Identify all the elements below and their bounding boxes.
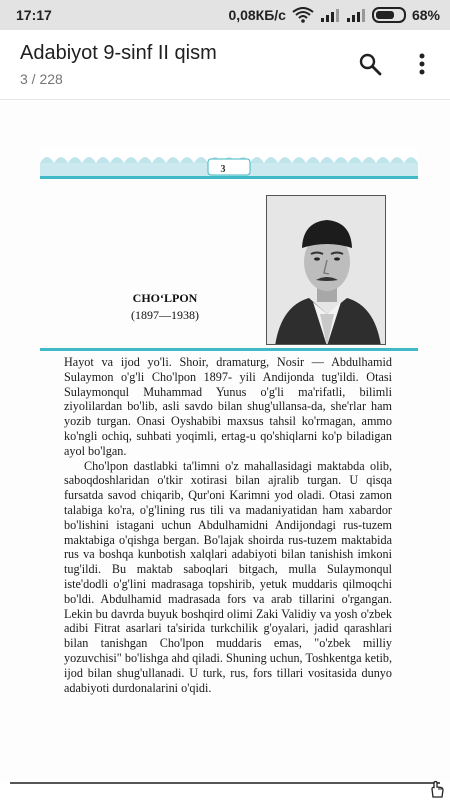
battery-percent: 68%	[411, 7, 440, 23]
app-bar	[0, 30, 450, 100]
wifi-icon	[292, 7, 314, 23]
paragraph: Cho'lpon dastlabki ta'limni o'z mahallasidagi maktabda olib, saboqdoshlaridan o'tkir xotirasi bilan ajralib turgan. U qisqa fursatda savod chiqarib, Qur'oni Karimni yod oladi. Otasi zamon talabiga ko'ra, o'g'lining rus tili va madaniyatidan ham xabardor bo'lishini istagani uchun Abdulhamidni Andijondagi rus-tuzem maktabiga o'qishga bergan. Bo'lajak shoirda rus-tuzem maktabida rus va boshqa kunbotish xalqlari adabiyoti bilan tanishish imkoni tug'ildi. Bu maktab saboqlari bitgach, mulla Sulaymonqul iste'dodli o'g'lini madrasaga topshirib, yetuk muddaris qilmoqchi bo'ldi. Abdulhamid madrasada fors va arab tillarini o'rgangan. Lekin bu davrda buyuk boshqird olimi Zaki Validiy va yosh o'zbek adibi Fitrat asarlari ta'sirida turkchilik g'oyalari, jadid qarashlari bilan tanishgan Cho'lpon muddaris emas, "o'zbek milliy yozuvchisi" bo'lishga ahd qiladi. Shuning uchun, Toshkentga ketib, ijod bilan shug'ullanadi. U turk, rus, fors tillari vositasida dunyo adabiyoti durdonalarini o'qidi.	[64, 458, 392, 695]
hand-pointer-icon[interactable]	[428, 780, 446, 798]
status-icons	[228, 7, 440, 23]
page-indicator: 3 / 228	[20, 71, 63, 87]
author-portrait	[266, 195, 386, 345]
network-speed: 0,08КБ/с	[228, 7, 286, 23]
signal-icon	[346, 8, 366, 22]
portrait-image	[267, 196, 386, 345]
author-name: CHO‘LPON	[132, 291, 198, 305]
search-icon	[358, 52, 382, 76]
more-options-button[interactable]	[410, 48, 434, 80]
biography-text	[64, 355, 392, 695]
more-vert-icon	[419, 53, 425, 75]
page-bottom-edge	[10, 782, 440, 784]
document-page[interactable]	[0, 101, 450, 783]
status-bar	[0, 0, 450, 30]
book-page-number: 3	[220, 164, 226, 175]
paragraph: Hayot va ijod yo'li. Shoir, dramaturg, Nosir — Abdulhamid Sulaymon o'g'li Cho'lpon 1897- yili Andijonda tug'ildi. Otasi Sulaymonqul Muhammad Yunus o'g'li ma'rifatli, bilimli ziyolilardan bo'lib, asli savdo bilan shug'ullansa-da, she'rlar ham yozib turgan. Onasi Oyshabibi maxsus tahsil ko'rmagan, ammo ko'ngli ochiq, suhbati yoqimli, ertag-u qo'shiqlarni ko'p biladigan ayol bo'lgan.	[64, 355, 392, 458]
status-time: 17:17	[16, 7, 52, 23]
author-years: (1897—1938)	[131, 308, 199, 322]
signal-icon	[320, 8, 340, 22]
battery-icon	[372, 7, 406, 23]
section-divider	[40, 348, 418, 351]
document-title: Adabiyot 9-sinf II qism	[20, 42, 217, 64]
battery-level	[376, 11, 394, 19]
search-button[interactable]	[354, 48, 386, 80]
